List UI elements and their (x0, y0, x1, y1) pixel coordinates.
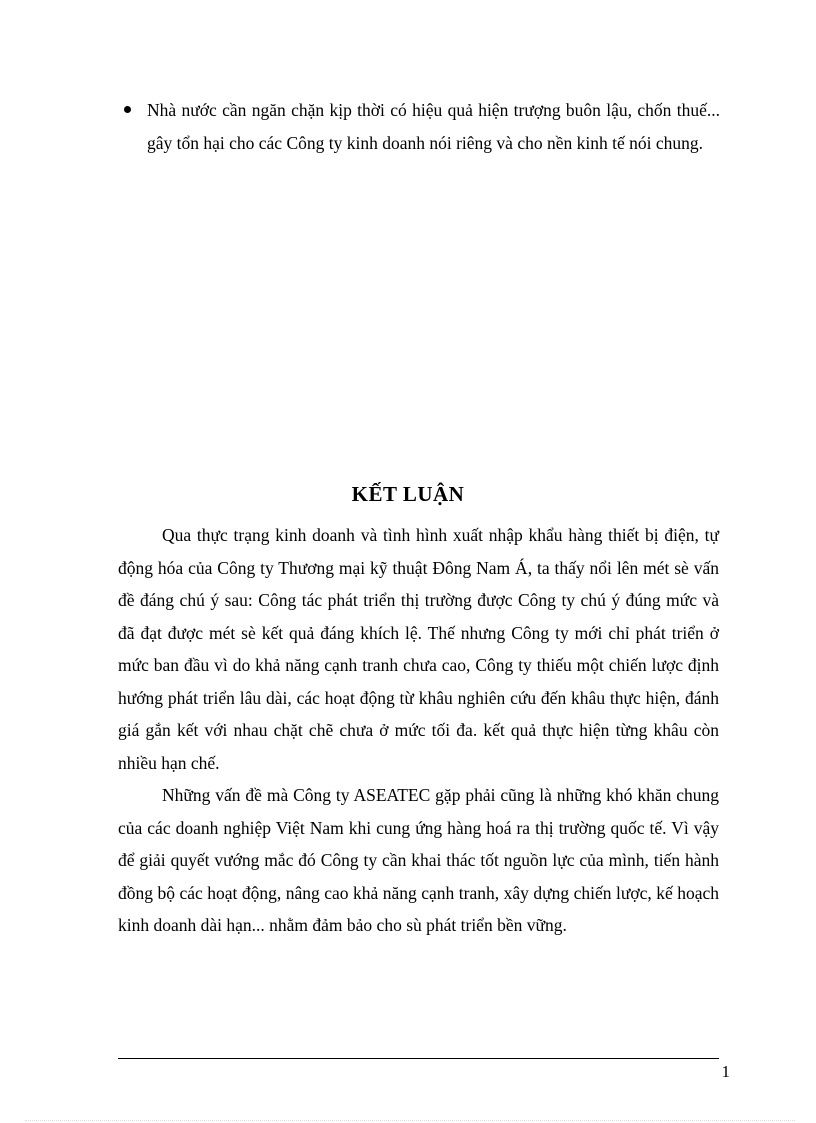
conclusion-title: KẾT LUẬN (351, 482, 465, 506)
footer-divider (118, 1058, 719, 1059)
page-number: 1 (721, 1062, 730, 1081)
page-edge-divider (25, 1120, 795, 1121)
bullet-dot-icon (124, 106, 131, 113)
bullet-text: Nhà nước cần ngăn chặn kịp thời có hiệu quả hiện trượng buôn lậu, chốn thuế... gây tổn hại cho các Công ty kinh doanh nói riêng và cho nền kinh tế nói chung. (147, 100, 720, 153)
conclusion-body (118, 519, 719, 942)
bullet-list-item (118, 94, 720, 160)
conclusion-paragraph-2: Những vấn đề mà Công ty ASEATEC gặp phải cũng là những khó khăn chung của các doanh nghiệp Việt Nam khi cung ứng hàng hoá ra thị trường quốc tế. Vì vậy để giải quyết vướng mắc đó Công ty cần khai thác tốt nguồn lực của mình, tiến hành đồng bộ các hoạt động, nâng cao khả năng cạnh tranh, xây dựng chiến lược, kế hoạch kinh doanh dài hạn... nhằm đảm bảo cho sù phát triển bền vững. (118, 785, 719, 935)
conclusion-paragraph-1: Qua thực trạng kinh doanh và tình hình xuất nhập khẩu hàng thiết bị điện, tự động hóa của Công ty Thương mại kỹ thuật Đông Nam Á, ta thấy nổi lên mét sè vấn đề đáng chú ý sau: Công tác phát triển thị trường được Công ty chú ý đúng mức và đã đạt được mét sè kết quả đáng khích lệ. Thế nhưng Công ty mới chỉ phát triển ở mức ban đầu vì do khả năng cạnh tranh chưa cao, Công ty thiếu một chiến lược định hướng phát triển lâu dài, các hoạt động từ khâu nghiên cứu đến khâu thực hiện, đánh giá gắn kết với nhau chặt chẽ chưa ở mức tối đa. kết quả thực hiện từng khâu còn nhiều hạn chế. (118, 525, 719, 773)
